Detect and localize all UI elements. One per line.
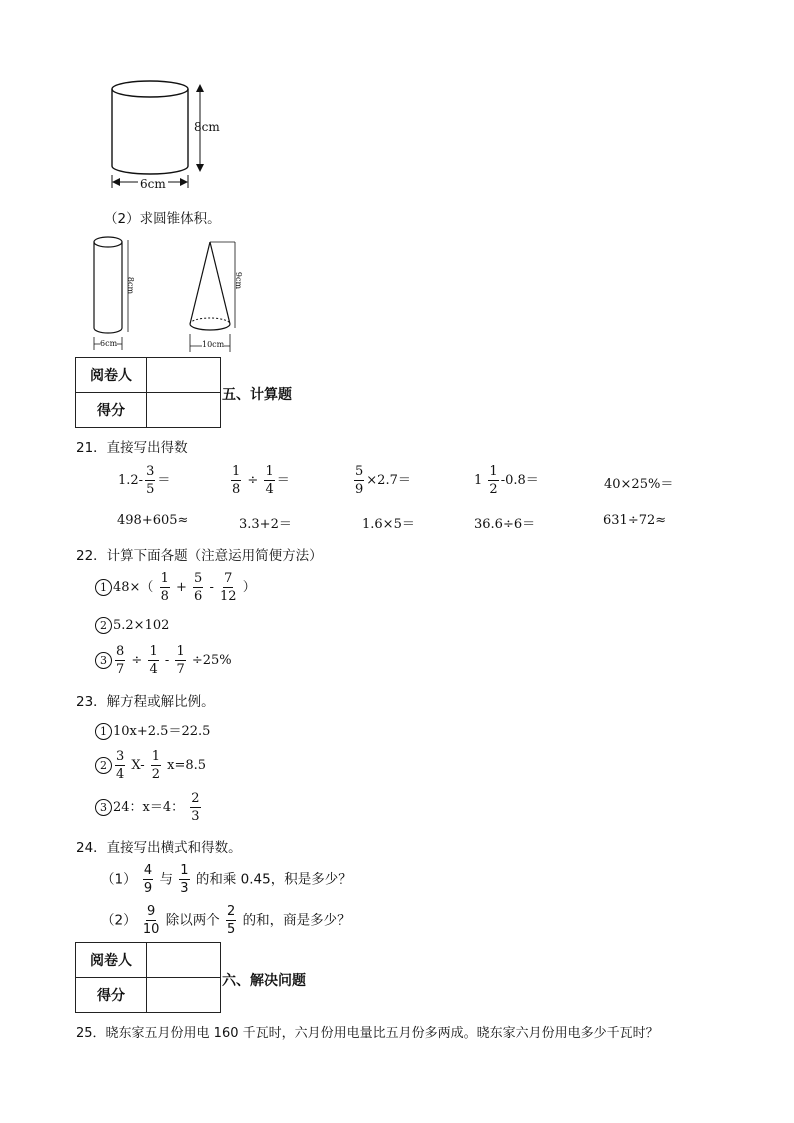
q21-row2-item-3: 1.6×5＝ [362, 517, 415, 532]
numerator: 1 [489, 464, 498, 479]
score-label: 得分 [76, 393, 147, 428]
numerator: 1 [151, 749, 161, 764]
reviewer-label: 阅卷人 [76, 943, 147, 978]
score-cell[interactable] [147, 978, 221, 1013]
question-23-title: 23．解方程或解比例。 [76, 694, 215, 710]
small-cylinder-width-label: 6cm [100, 339, 118, 348]
numerator: 3 [116, 749, 125, 764]
score-table-2 [75, 942, 221, 1013]
fraction [115, 750, 125, 781]
denominator: 2 [151, 767, 161, 782]
cone-width-label: 10cm [202, 340, 225, 349]
q22-item-1-pre: 48×（ [113, 580, 154, 595]
question-20-part-2: （2）求圆锥体积。 [104, 211, 221, 227]
q21-item-4-post: -0.8＝ [500, 473, 539, 488]
q21-row2-item-2: 3.3+2＝ [239, 517, 292, 532]
q21-row2-item-1: 498+605≈ [117, 513, 189, 528]
q24-item-2-mid: 除以两个 [165, 912, 220, 929]
fraction [488, 465, 498, 496]
denominator: 5 [146, 482, 155, 497]
q24-item-1 [101, 864, 352, 895]
numerator: 3 [146, 464, 155, 479]
numerator: 2 [227, 904, 236, 919]
q21-item-3 [352, 465, 411, 496]
q23-item-3-pre: 24：x＝4： [113, 800, 185, 815]
fraction [179, 864, 189, 895]
q24-item-2-post: 的和，商是多少？ [242, 912, 351, 929]
q21-item-1 [118, 465, 170, 496]
item-number-circle: 2 [95, 757, 112, 774]
numerator: 4 [143, 863, 153, 878]
question-22-title: 22．计算下面各题（注意运用简便方法） [76, 548, 323, 564]
item-number-circle: 3 [95, 799, 112, 816]
numerator: 7 [224, 571, 233, 586]
q21-item-1-post: ＝ [157, 473, 171, 488]
fraction [220, 572, 237, 603]
question-25-text: 25．晓东家五月份用电 160 千瓦时，六月份用电量比五月份多两成。晓东家六月份用电多少千瓦时？ [76, 1026, 659, 1041]
fraction [226, 905, 236, 936]
reviewer-cell[interactable] [147, 943, 221, 978]
q23-item-3 [95, 792, 203, 823]
q22-item-1 [95, 572, 256, 603]
operator: ÷ [247, 473, 259, 488]
fraction [264, 465, 274, 496]
denominator: 8 [160, 589, 169, 604]
fraction [160, 572, 170, 603]
whole-number: 1 [474, 473, 483, 488]
q22-item-3 [95, 645, 232, 676]
numerator: 2 [191, 791, 200, 806]
numerator: 8 [116, 644, 125, 659]
q23-item-2-mid: X- [131, 758, 145, 773]
denominator: 7 [176, 662, 185, 677]
q21-item-2-post: ＝ [276, 473, 290, 488]
denominator: 5 [227, 922, 236, 937]
denominator: 2 [489, 482, 498, 497]
section-6-title: 六、解决问题 [222, 973, 306, 989]
q23-item-2-post: x=8.5 [167, 758, 207, 773]
q21-item-3-post: ×2.7＝ [366, 473, 411, 488]
numerator: 1 [176, 644, 185, 659]
fraction [193, 572, 203, 603]
denominator: 3 [180, 881, 189, 896]
numerator: 1 [160, 571, 169, 586]
fraction [143, 905, 160, 936]
cone-diagram [185, 236, 245, 354]
fraction [175, 645, 185, 676]
question-24-title: 24．直接写出横式和得数。 [76, 840, 242, 856]
operator: - [164, 653, 170, 668]
denominator: 6 [194, 589, 203, 604]
q22-item-2 [95, 617, 169, 634]
q21-row2-item-5: 631÷72≈ [603, 513, 667, 528]
q21-item-1-pre: 1.2- [118, 473, 144, 488]
numerator: 1 [232, 464, 241, 479]
fraction [143, 864, 153, 895]
denominator: 3 [191, 809, 200, 824]
cylinder-height-label: 8cm [194, 120, 220, 134]
denominator: 4 [116, 767, 125, 782]
item-number-circle: 2 [95, 617, 112, 634]
denominator: 9 [355, 482, 364, 497]
reviewer-cell[interactable] [147, 358, 221, 393]
fraction [145, 465, 155, 496]
numerator: 1 [149, 644, 158, 659]
denominator: 8 [232, 482, 241, 497]
numerator: 5 [355, 464, 364, 479]
q24-item-1-post: 的和乘 0.45，积是多少？ [195, 871, 352, 888]
denominator: 12 [220, 589, 237, 604]
q24-item-2-label: （2） [101, 912, 137, 929]
cone-height-label: 9cm [234, 271, 244, 290]
denominator: 9 [143, 881, 153, 896]
fraction [231, 465, 241, 496]
q21-item-2 [229, 465, 290, 496]
item-number-circle: 3 [95, 652, 112, 669]
numerator: 5 [194, 571, 203, 586]
question-21-title: 21．直接写出得数 [76, 440, 188, 456]
numerator: 1 [265, 464, 274, 479]
q22-item-3-post: ÷25% [191, 653, 232, 668]
score-cell[interactable] [147, 393, 221, 428]
fraction [148, 645, 158, 676]
small-cylinder-height-label: 8cm [126, 276, 136, 295]
fraction [354, 465, 364, 496]
q24-item-1-mid: 与 [159, 871, 173, 888]
q21-row2-item-4: 36.6÷6＝ [474, 517, 536, 532]
operator: + [176, 580, 187, 595]
denominator: 4 [265, 482, 274, 497]
q23-item-1-text: 10x+2.5＝22.5 [113, 724, 211, 739]
denominator: 10 [142, 922, 160, 937]
section-5-title: 五、计算题 [222, 387, 292, 403]
fraction [115, 645, 125, 676]
q22-item-1-post: ） [242, 580, 256, 595]
item-number-circle: 1 [95, 723, 112, 740]
q24-item-1-label: （1） [101, 871, 137, 888]
reviewer-label: 阅卷人 [76, 358, 147, 393]
numerator: 9 [147, 904, 156, 919]
cylinder-width-label: 6cm [140, 177, 166, 191]
q23-item-1 [95, 720, 210, 740]
numerator: 1 [180, 863, 189, 878]
q21-item-4 [474, 465, 539, 496]
q22-item-2-text: 5.2×102 [113, 618, 170, 633]
fraction [190, 792, 200, 823]
denominator: 7 [116, 662, 125, 677]
score-label: 得分 [76, 978, 147, 1013]
q21-item-5: 40×25%＝ [604, 477, 674, 492]
q23-item-2 [95, 750, 206, 781]
fraction [151, 750, 161, 781]
score-table-1 [75, 357, 221, 428]
q24-item-2 [101, 905, 351, 936]
operator: ÷ [131, 653, 143, 668]
item-number-circle: 1 [95, 579, 112, 596]
denominator: 4 [149, 662, 158, 677]
operator: - [209, 580, 214, 595]
